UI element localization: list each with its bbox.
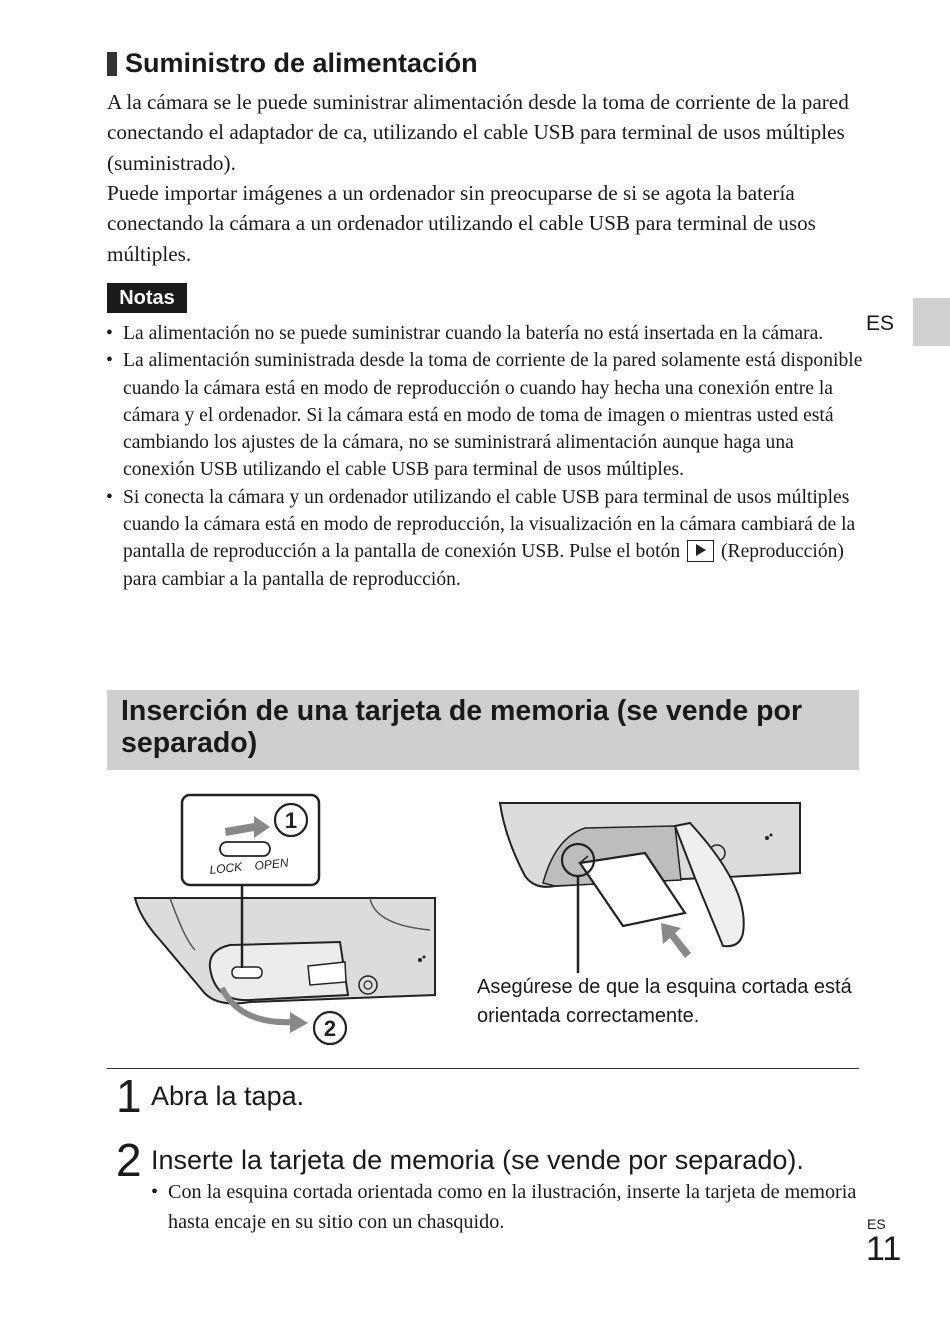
divider	[107, 1068, 859, 1069]
note-item	[106, 347, 866, 483]
note-text: Si conecta la cámara y un ordenador utilizando el cable USB para terminal de usos múltiples cuando la cámara está en modo de reproducción, la visualización en la cámara cambiará de la pantalla de reproducción a la pantalla de conexión USB. Pulse el botón	[123, 486, 856, 563]
notes-label: Notas	[107, 283, 187, 313]
note-text-end: (Reproducción) para cambiar a la pantalla de reproducción.	[123, 541, 844, 590]
open-label: OPEN	[253, 855, 290, 873]
side-language-label: ES	[866, 312, 895, 335]
insert-arrow-icon	[661, 923, 691, 958]
bullet: •	[106, 486, 113, 508]
lock-label: LOCK	[208, 859, 243, 877]
callout-2-text: 2	[323, 1016, 337, 1041]
supply-heading	[107, 48, 478, 79]
lock-slider	[220, 842, 270, 856]
bullet: •	[106, 350, 113, 372]
bullet: •	[106, 323, 113, 344]
page-number: 11	[866, 1230, 902, 1268]
bullet: •	[151, 1181, 159, 1203]
figure-caption: Asegúrese de que la esquina cortada está orientada correctamente.	[477, 976, 852, 1027]
play-icon	[687, 540, 714, 562]
supply-heading-text: Suministro de alimentación	[125, 48, 478, 78]
step-1-text: Abra la tapa.	[151, 1081, 305, 1111]
supply-paragraph-2: Puede importar imágenes a un ordenador sin preocuparse de si se agota la batería conectando la cámara a un ordenador utilizando el cable USB para terminal de usos múltiples.	[107, 181, 816, 266]
footer-language: ES	[867, 1216, 886, 1232]
step-1-number: 1	[116, 1070, 142, 1122]
note-text: La alimentación no se puede suministrar cuando la batería no está insertada en la cámara.	[123, 323, 824, 344]
step-2-number: 2	[116, 1134, 142, 1186]
step-2-note	[151, 1178, 861, 1237]
section-title: Inserción de una tarjeta de memoria (se vende por separado)	[107, 690, 859, 770]
callout-1-text: 1	[284, 808, 298, 833]
step-2-note-text: Con la esquina cortada orientada como en la ilustración, inserte la tarjeta de memoria hasta encaje en su sitio con un chasquido.	[168, 1181, 857, 1233]
heading-marker	[107, 52, 117, 76]
note-item	[106, 320, 866, 347]
side-tab	[913, 298, 950, 346]
note-text: La alimentación suministrada desde la toma de corriente de la pared solamente está disponible cuando la cámara está en modo de reproducción o cuando hay hecha una conexión entre la cámara y el ordenador. Si la cámara está en modo de toma de imagen o mientras usted está cambiando los ajustes de la cámara, no se suministrará alimentación aunque haga una conexión USB utilizando el cable USB para terminal de usos múltiples.	[123, 350, 863, 481]
note-item	[106, 484, 866, 593]
step-2-text: Inserte la tarjeta de memoria (se vende por separado).	[151, 1145, 804, 1175]
insert-card-illustration	[495, 798, 805, 976]
supply-paragraph-1: A la cámara se le puede suministrar alimentación desde la toma de corriente de la pared conectando el adaptador de ca, utilizando el cable USB para terminal de usos múltiples (suministrado).	[107, 90, 849, 175]
notes-list	[106, 320, 866, 593]
open-cover-illustration	[130, 790, 440, 1050]
